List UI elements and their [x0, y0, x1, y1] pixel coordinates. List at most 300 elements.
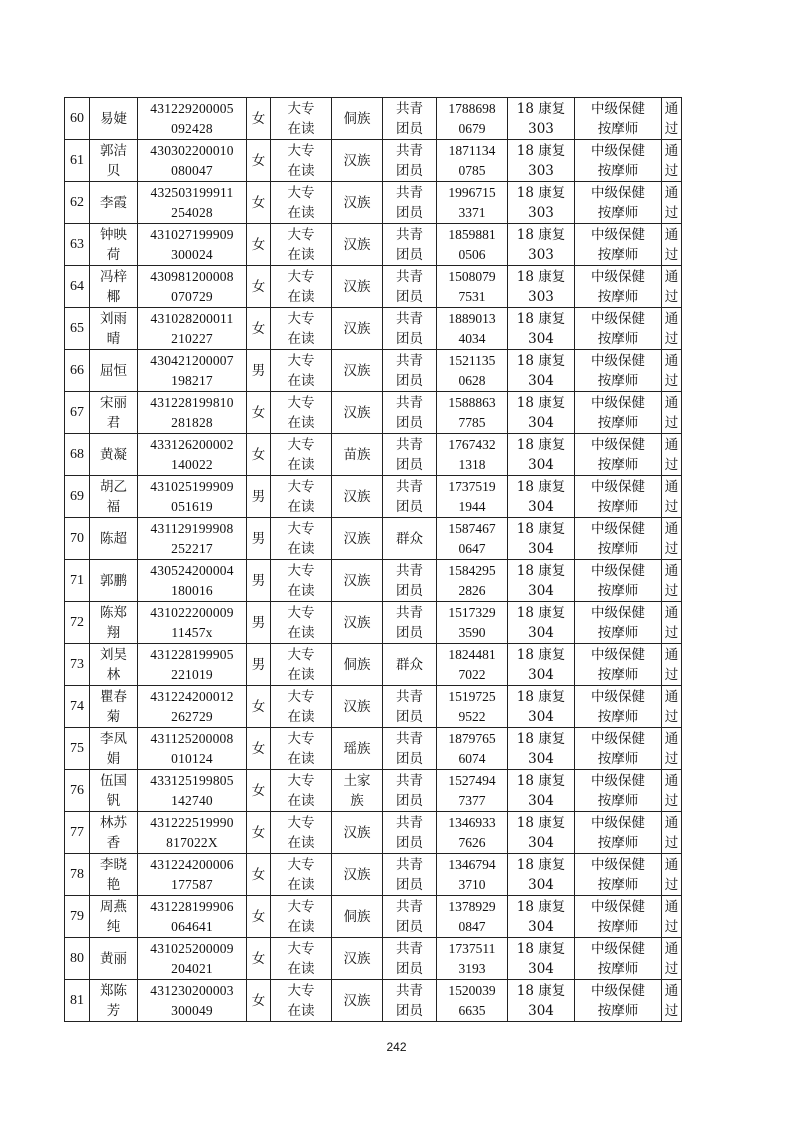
education-status-cell	[271, 266, 332, 308]
exam-result: 通 过	[664, 814, 679, 851]
certificate-level: 中级保健 按摩师	[591, 898, 645, 935]
phone-number: 1587467 0647	[448, 520, 496, 556]
phone-number: 1521135 0628	[448, 352, 496, 388]
student-name: 屈恒	[100, 362, 127, 379]
row-number: 65	[70, 320, 84, 336]
student-name: 胡乙 福	[100, 478, 127, 515]
row-number-cell	[65, 308, 90, 350]
certificate-level-cell	[575, 224, 662, 266]
id-number-cell	[138, 98, 247, 140]
phone-number: 1767432 1318	[448, 436, 496, 472]
certificate-level-cell	[575, 518, 662, 560]
class-room: 18 康复 304	[516, 982, 566, 1019]
id-number-cell	[138, 644, 247, 686]
row-number-cell	[65, 518, 90, 560]
certificate-level: 中级保健 按摩师	[591, 268, 645, 305]
education-status-cell	[271, 896, 332, 938]
phone-number-cell	[437, 182, 508, 224]
student-name-cell	[90, 854, 138, 896]
political-status: 共青 团员	[396, 226, 423, 263]
class-room-cell	[508, 686, 575, 728]
education-status-cell	[271, 770, 332, 812]
class-room-cell	[508, 602, 575, 644]
row-number: 79	[70, 908, 84, 924]
id-number-cell	[138, 266, 247, 308]
id-number-cell	[138, 770, 247, 812]
exam-result-cell	[662, 686, 682, 728]
education-status-cell	[271, 476, 332, 518]
gender: 男	[251, 614, 266, 631]
political-status-cell	[383, 938, 437, 980]
table-row	[65, 644, 682, 686]
ethnicity-cell	[332, 896, 383, 938]
education-status: 大专 在读	[287, 814, 315, 851]
political-status-cell	[383, 266, 437, 308]
certificate-level: 中级保健 按摩师	[591, 352, 645, 389]
ethnicity-cell	[332, 854, 383, 896]
phone-number-cell	[437, 224, 508, 266]
phone-number: 1527494 7377	[448, 772, 496, 808]
political-status-cell	[383, 476, 437, 518]
political-status: 共青 团员	[396, 772, 423, 809]
gender-cell	[247, 266, 271, 308]
ethnicity-cell	[332, 476, 383, 518]
exam-result-cell	[662, 560, 682, 602]
phone-number-cell	[437, 518, 508, 560]
phone-number-cell	[437, 938, 508, 980]
gender: 女	[251, 782, 266, 799]
education-status: 大专 在读	[287, 268, 315, 305]
table-row	[65, 350, 682, 392]
id-number-cell	[138, 602, 247, 644]
certificate-level: 中级保健 按摩师	[591, 814, 645, 851]
exam-result: 通 过	[664, 310, 679, 347]
phone-number: 1520039 6635	[448, 982, 496, 1018]
education-status-cell	[271, 518, 332, 560]
class-room: 18 康复 304	[516, 898, 566, 935]
political-status-cell	[383, 770, 437, 812]
phone-number: 1519725 9522	[448, 688, 496, 724]
phone-number-cell	[437, 308, 508, 350]
gender: 女	[251, 194, 266, 211]
education-status: 大专 在读	[287, 856, 315, 893]
row-number: 81	[70, 992, 84, 1008]
exam-result-cell	[662, 392, 682, 434]
ethnicity: 汉族	[343, 320, 371, 337]
phone-number-cell	[437, 434, 508, 476]
phone-number-cell	[437, 728, 508, 770]
id-number: 431224200012 262729	[150, 688, 234, 724]
id-number-cell	[138, 980, 247, 1022]
education-status-cell	[271, 728, 332, 770]
ethnicity: 汉族	[343, 194, 371, 211]
political-status: 共青 团员	[396, 982, 423, 1019]
political-status-cell	[383, 308, 437, 350]
class-room: 18 康复 304	[516, 856, 566, 893]
ethnicity-cell	[332, 770, 383, 812]
certificate-level-cell	[575, 938, 662, 980]
row-number-cell	[65, 854, 90, 896]
gender: 女	[251, 740, 266, 757]
political-status-cell	[383, 560, 437, 602]
student-name-cell	[90, 896, 138, 938]
gender: 女	[251, 698, 266, 715]
id-number: 431028200011 210227	[150, 310, 234, 346]
exam-result: 通 过	[664, 688, 679, 725]
class-room: 18 康复 303	[516, 100, 566, 137]
political-status: 共青 团员	[396, 604, 423, 641]
exam-result-cell	[662, 350, 682, 392]
class-room: 18 康复 304	[516, 310, 566, 347]
political-status-cell	[383, 392, 437, 434]
certificate-level: 中级保健 按摩师	[591, 142, 645, 179]
row-number: 64	[70, 278, 84, 294]
gender: 男	[251, 656, 266, 673]
student-name-cell	[90, 392, 138, 434]
row-number: 75	[70, 740, 84, 756]
education-status-cell	[271, 644, 332, 686]
id-number: 430981200008 070729	[150, 268, 234, 304]
phone-number-cell	[437, 686, 508, 728]
phone-number-cell	[437, 602, 508, 644]
ethnicity: 汉族	[343, 950, 371, 967]
student-name-cell	[90, 812, 138, 854]
row-number-cell	[65, 560, 90, 602]
class-room: 18 康复 304	[516, 562, 566, 599]
row-number: 77	[70, 824, 84, 840]
class-room-cell	[508, 980, 575, 1022]
class-room-cell	[508, 854, 575, 896]
education-status-cell	[271, 182, 332, 224]
student-name: 郭鹏	[100, 572, 127, 589]
certificate-level: 中级保健 按摩师	[591, 772, 645, 809]
class-room: 18 康复 303	[516, 268, 566, 305]
gender-cell	[247, 896, 271, 938]
exam-result-cell	[662, 140, 682, 182]
exam-result-cell	[662, 98, 682, 140]
education-status-cell	[271, 812, 332, 854]
phone-number-cell	[437, 392, 508, 434]
class-room-cell	[508, 770, 575, 812]
row-number: 69	[70, 488, 84, 504]
certificate-level: 中级保健 按摩师	[591, 310, 645, 347]
student-name: 易婕	[100, 110, 127, 127]
exam-result-cell	[662, 812, 682, 854]
id-number: 431230200003 300049	[150, 982, 234, 1018]
political-status: 共青 团员	[396, 142, 423, 179]
phone-number-cell	[437, 854, 508, 896]
certificate-level-cell	[575, 560, 662, 602]
political-status: 共青 团员	[396, 898, 423, 935]
id-number: 431222519990 817022X	[150, 814, 234, 850]
exam-result-cell	[662, 770, 682, 812]
ethnicity: 汉族	[343, 488, 371, 505]
gender: 女	[251, 446, 266, 463]
exam-result: 通 过	[664, 772, 679, 809]
exam-result-cell	[662, 896, 682, 938]
political-status-cell	[383, 980, 437, 1022]
id-number-cell	[138, 392, 247, 434]
row-number-cell	[65, 350, 90, 392]
id-number: 431022200009 11457x	[150, 604, 234, 640]
id-number: 430421200007 198217	[150, 352, 234, 388]
gender: 女	[251, 950, 266, 967]
phone-number: 1584295 2826	[448, 562, 496, 598]
political-status: 共青 团员	[396, 814, 423, 851]
student-name-cell	[90, 182, 138, 224]
class-room: 18 康复 304	[516, 478, 566, 515]
ethnicity: 汉族	[343, 698, 371, 715]
class-room-cell	[508, 140, 575, 182]
row-number-cell	[65, 896, 90, 938]
phone-number: 1346933 7626	[448, 814, 496, 850]
political-status: 共青 团员	[396, 688, 423, 725]
exam-result-cell	[662, 224, 682, 266]
education-status: 大专 在读	[287, 688, 315, 725]
row-number: 71	[70, 572, 84, 588]
id-number: 431228199810 281828	[150, 394, 234, 430]
exam-result: 通 过	[664, 604, 679, 641]
gender-cell	[247, 224, 271, 266]
certificate-level-cell	[575, 476, 662, 518]
education-status: 大专 在读	[287, 184, 315, 221]
ethnicity: 汉族	[343, 824, 371, 841]
id-number-cell	[138, 434, 247, 476]
phone-number-cell	[437, 980, 508, 1022]
education-status: 大专 在读	[287, 520, 315, 557]
table-row	[65, 224, 682, 266]
exam-result: 通 过	[664, 898, 679, 935]
table-row	[65, 854, 682, 896]
table-row	[65, 518, 682, 560]
id-number: 431228199905 221019	[150, 646, 234, 682]
political-status-cell	[383, 896, 437, 938]
ethnicity: 汉族	[343, 614, 371, 631]
class-room-cell	[508, 350, 575, 392]
class-room-cell	[508, 434, 575, 476]
class-room-cell	[508, 518, 575, 560]
certificate-level-cell	[575, 308, 662, 350]
table-row	[65, 980, 682, 1022]
gender-cell	[247, 392, 271, 434]
class-room-cell	[508, 182, 575, 224]
ethnicity-cell	[332, 602, 383, 644]
table-row	[65, 728, 682, 770]
political-status: 共青 团员	[396, 310, 423, 347]
education-status-cell	[271, 980, 332, 1022]
student-name: 陈郑 翔	[100, 604, 127, 641]
student-name: 李晓 艳	[100, 856, 127, 893]
phone-number-cell	[437, 140, 508, 182]
student-name: 陈超	[100, 530, 127, 547]
student-name: 瞿春 菊	[100, 688, 127, 725]
gender-cell	[247, 560, 271, 602]
id-number-cell	[138, 518, 247, 560]
id-number-cell	[138, 308, 247, 350]
education-status: 大专 在读	[287, 394, 315, 431]
id-number: 430302200010 080047	[150, 142, 234, 178]
student-name-cell	[90, 602, 138, 644]
phone-number: 1517329 3590	[448, 604, 496, 640]
political-status-cell	[383, 854, 437, 896]
phone-number: 1871134 0785	[448, 142, 496, 178]
exam-result-cell	[662, 476, 682, 518]
phone-number: 1996715 3371	[448, 184, 496, 220]
class-room: 18 康复 304	[516, 646, 566, 683]
class-room-cell	[508, 224, 575, 266]
student-name-cell	[90, 308, 138, 350]
exam-result: 通 过	[664, 394, 679, 431]
certificate-level-cell	[575, 98, 662, 140]
phone-number: 1889013 4034	[448, 310, 496, 346]
gender: 女	[251, 152, 266, 169]
gender: 女	[251, 866, 266, 883]
table-row	[65, 98, 682, 140]
phone-number-cell	[437, 644, 508, 686]
student-name: 刘雨 晴	[100, 310, 127, 347]
student-name: 黄丽	[100, 950, 127, 967]
row-number-cell	[65, 686, 90, 728]
class-room-cell	[508, 644, 575, 686]
political-status-cell	[383, 728, 437, 770]
phone-number-cell	[437, 98, 508, 140]
student-name-cell	[90, 266, 138, 308]
student-name-cell	[90, 98, 138, 140]
certificate-level-cell	[575, 140, 662, 182]
exam-result: 通 过	[664, 268, 679, 305]
ethnicity-cell	[332, 266, 383, 308]
gender-cell	[247, 938, 271, 980]
ethnicity: 侗族	[343, 908, 371, 925]
exam-result-cell	[662, 434, 682, 476]
id-number-cell	[138, 140, 247, 182]
student-name-cell	[90, 560, 138, 602]
education-status-cell	[271, 686, 332, 728]
certificate-level-cell	[575, 980, 662, 1022]
exam-result-cell	[662, 602, 682, 644]
student-name: 黄凝	[100, 446, 127, 463]
ethnicity: 汉族	[343, 362, 371, 379]
ethnicity: 汉族	[343, 992, 371, 1009]
student-name-cell	[90, 770, 138, 812]
student-name: 冯梓 椰	[100, 268, 127, 305]
exam-result: 通 过	[664, 478, 679, 515]
id-number: 433126200002 140022	[150, 436, 234, 472]
phone-number: 1508079 7531	[448, 268, 496, 304]
education-status: 大专 在读	[287, 730, 315, 767]
student-name: 宋丽 君	[100, 394, 127, 431]
education-status: 大专 在读	[287, 772, 315, 809]
phone-number: 1588863 7785	[448, 394, 496, 430]
id-number: 431025199909 051619	[150, 478, 234, 514]
ethnicity-cell	[332, 182, 383, 224]
class-room-cell	[508, 728, 575, 770]
class-room: 18 康复 304	[516, 394, 566, 431]
row-number: 60	[70, 110, 84, 126]
gender-cell	[247, 644, 271, 686]
gender-cell	[247, 602, 271, 644]
table-row	[65, 182, 682, 224]
education-status: 大专 在读	[287, 604, 315, 641]
student-name: 钟映 荷	[100, 226, 127, 263]
id-number-cell	[138, 224, 247, 266]
political-status-cell	[383, 434, 437, 476]
ethnicity-cell	[332, 350, 383, 392]
political-status-cell	[383, 182, 437, 224]
class-room-cell	[508, 476, 575, 518]
student-name-cell	[90, 686, 138, 728]
ethnicity-cell	[332, 644, 383, 686]
table-row	[65, 938, 682, 980]
exam-result-cell	[662, 980, 682, 1022]
gender-cell	[247, 980, 271, 1022]
political-status-cell	[383, 224, 437, 266]
id-number: 431027199909 300024	[150, 226, 234, 262]
phone-number-cell	[437, 476, 508, 518]
class-room-cell	[508, 938, 575, 980]
student-name: 郑陈 芳	[100, 982, 127, 1019]
ethnicity: 瑶族	[343, 740, 371, 757]
row-number: 68	[70, 446, 84, 462]
education-status-cell	[271, 854, 332, 896]
political-status-cell	[383, 602, 437, 644]
exam-result: 通 过	[664, 184, 679, 221]
ethnicity: 侗族	[343, 110, 371, 127]
political-status-cell	[383, 350, 437, 392]
certificate-level: 中级保健 按摩师	[591, 394, 645, 431]
row-number: 78	[70, 866, 84, 882]
certificate-level-cell	[575, 602, 662, 644]
political-status: 共青 团员	[396, 352, 423, 389]
certificate-level-cell	[575, 686, 662, 728]
id-number-cell	[138, 812, 247, 854]
class-room: 18 康复 303	[516, 226, 566, 263]
certificate-level: 中级保健 按摩师	[591, 982, 645, 1019]
class-room: 18 康复 303	[516, 142, 566, 179]
gender: 女	[251, 992, 266, 1009]
political-status: 群众	[396, 656, 423, 673]
phone-number-cell	[437, 896, 508, 938]
phone-number-cell	[437, 812, 508, 854]
row-number-cell	[65, 602, 90, 644]
student-name-cell	[90, 644, 138, 686]
exam-result: 通 过	[664, 940, 679, 977]
certificate-level: 中级保健 按摩师	[591, 436, 645, 473]
ethnicity-cell	[332, 938, 383, 980]
class-room: 18 康复 304	[516, 520, 566, 557]
ethnicity-cell	[332, 434, 383, 476]
class-room: 18 康复 304	[516, 352, 566, 389]
political-status: 共青 团员	[396, 268, 423, 305]
certificate-level-cell	[575, 350, 662, 392]
row-number: 63	[70, 236, 84, 252]
phone-number: 1737511 3193	[448, 940, 496, 976]
id-number: 431224200006 177587	[150, 856, 234, 892]
certificate-level-cell	[575, 434, 662, 476]
id-number-cell	[138, 938, 247, 980]
gender-cell	[247, 770, 271, 812]
row-number-cell	[65, 812, 90, 854]
certificate-level-cell	[575, 644, 662, 686]
education-status-cell	[271, 140, 332, 182]
certificate-level-cell	[575, 896, 662, 938]
certificate-level: 中级保健 按摩师	[591, 940, 645, 977]
ethnicity: 汉族	[343, 866, 371, 883]
education-status: 大专 在读	[287, 898, 315, 935]
gender: 女	[251, 908, 266, 925]
id-number: 433125199805 142740	[150, 772, 234, 808]
student-name-cell	[90, 476, 138, 518]
